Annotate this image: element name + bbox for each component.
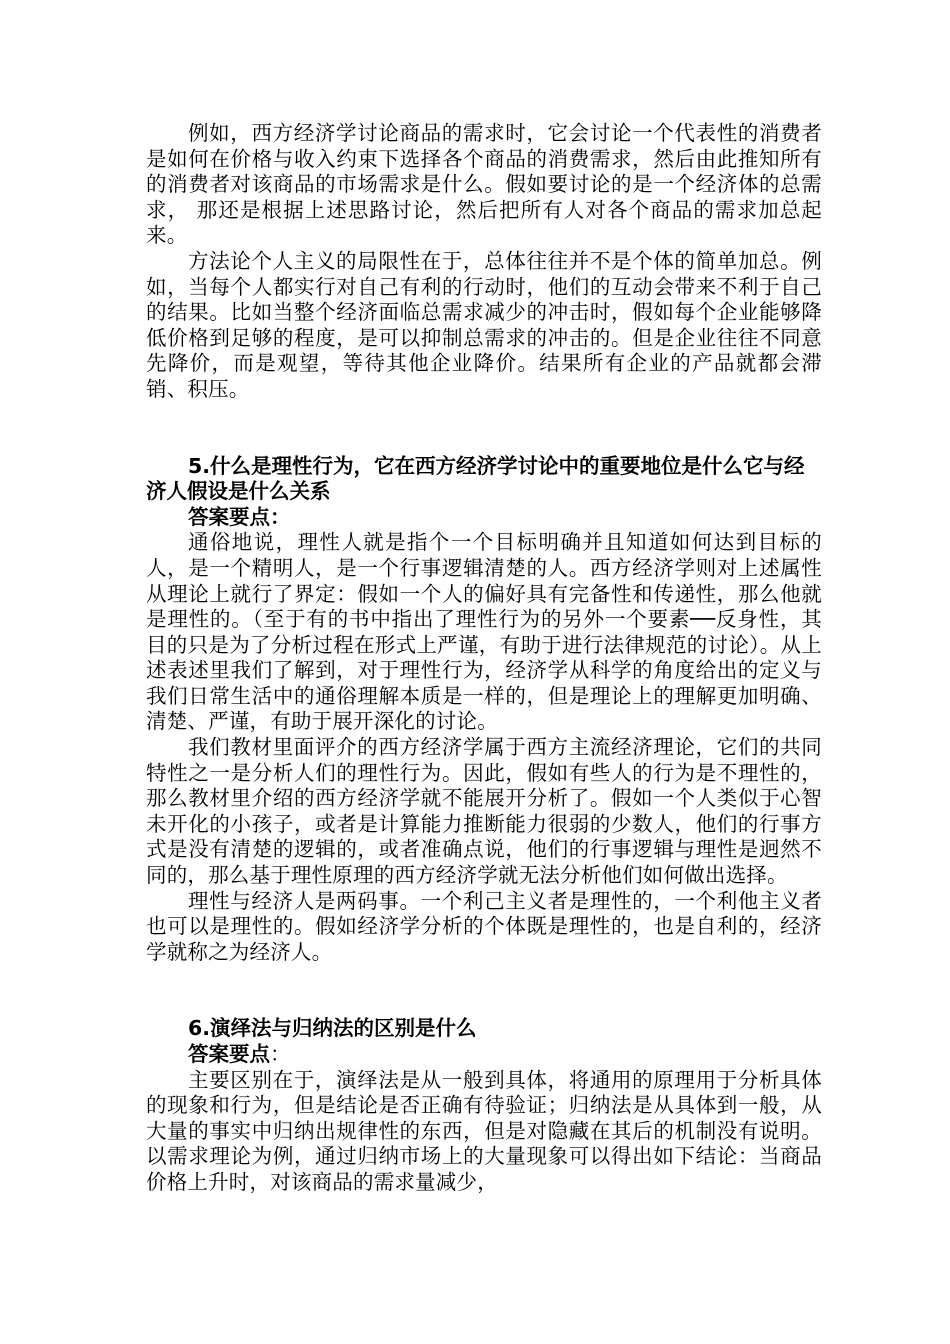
answer-label: [146, 505, 822, 531]
answer-label-colon: ：: [270, 1042, 291, 1066]
section-heading-5: 5.什么是理性行为，它在西方经济学讨论中的重要地位是什么它与经济人假设是什么关系: [146, 453, 805, 504]
section-spacer: [146, 965, 822, 1016]
answer-label-text: 答案要点: [188, 504, 270, 529]
answer-label-text: 答案要点: [188, 1042, 270, 1066]
section-spacer: [146, 403, 822, 454]
paragraph: 通俗地说，理性人就是指个一个目标明确并且知道如何达到目标的人，是一个精明人，是一个行事逻辑清楚的人。西方经济学则对上述属性从理论上就行了界定：假如一个人的偏好具有完备性和传递性，那么他就是理性的。（至于有的书中指出了理性行为的另外一个要素──反身性，其目的只是为了分析过程在形式上严谨，有助于进行法律规范的讨论）。从上述表述里我们了解到，对于理性行为，经济学从科学的角度给出的定义与我们日常生活中的通俗理解本质是一样的，但是理论上的理解更加明确、清楚、严谨，有助于展开深化的讨论。: [146, 530, 822, 734]
answer-label: [146, 1042, 822, 1068]
answer-label-colon: ：: [270, 504, 291, 529]
paragraph: 例如，西方经济学讨论商品的需求时，它会讨论一个代表性的消费者是如何在价格与收入约束下选择各个商品的消费需求，然后由此推知所有的消费者对该商品的市场需求是什么。假如要讨论的是一个经济体的总需求， 那还是根据上述思路讨论，然后把所有人对各个商品的需求加总起来。: [146, 121, 822, 248]
paragraph: 方法论个人主义的局限性在于，总体往往并不是个体的简单加总。例如，当每个人都实行对自己有利的行动时，他们的互动会带来不利于自己的结果。比如当整个经济面临总需求减少的冲击时，假如每个企业能够降低价格到足够的程度，是可以抑制总需求的冲击的。但是企业往往不同意先降价，而是观望，等待其他企业降价。结果所有企业的产品就都会滞销、积压。: [146, 248, 822, 401]
paragraph: 理性与经济人是两码事。一个利己主义者是理性的，一个利他主义者也可以是理性的。假如经济学分析的个体既是理性的，也是自利的，经济学就称之为经济人。: [146, 888, 822, 964]
paragraph: 主要区别在于，演绎法是从一般到具体，将通用的原理用于分析具体的现象和行为，但是结论是否正确有待验证；归纳法是从具体到一般，从大量的事实中归纳出规律性的东西，但是对隐藏在其后的机制没有说明。以需求理论为例，通过归纳市场上的大量现象可以得出如下结论：当商品价格上升时，对该商品的需求量减少，: [146, 1067, 822, 1194]
document-page: [146, 121, 822, 1196]
section-heading-6: 6.演绎法与归纳法的区别是什么: [188, 1016, 477, 1041]
paragraph: 我们教材里面评介的西方经济学属于西方主流经济理论，它们的共同特性之一是分析人们的理性行为。因此，假如有些人的行为是不理性的，那么教材里介绍的西方经济学就不能展开分析了。假如一个人类似于心智未开化的小孩子，或者是计算能力推断能力很弱的少数人，他们的行事方式是没有清楚的逻辑的，或者准确点说，他们的行事逻辑与理性是迥然不同的，那么基于理性原理的西方经济学就无法分析他们如何做出选择。: [146, 735, 822, 888]
